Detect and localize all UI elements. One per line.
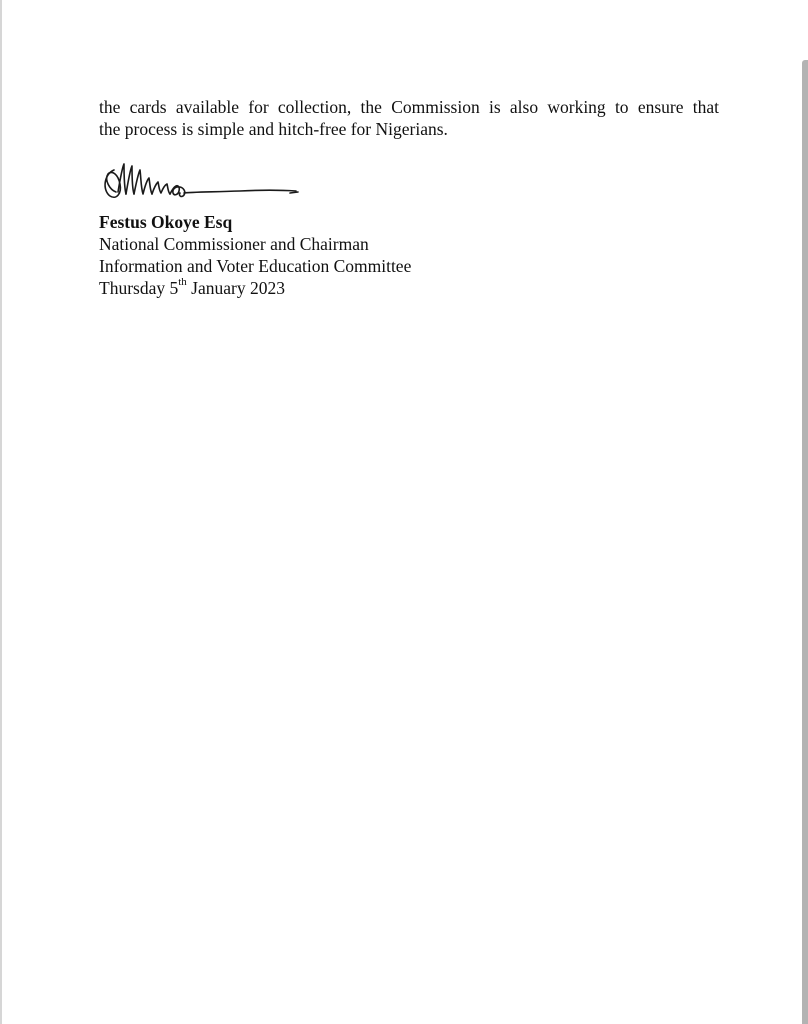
signature-block [99, 211, 411, 299]
paragraph-line-2: the process is simple and hitch-free for Nigerians. [99, 119, 448, 139]
signatory-name: Festus Okoye Esq [99, 212, 233, 232]
paragraph-line-1: the cards available for collection, the Commission is also working to ensure that [99, 97, 719, 117]
handwritten-signature [100, 160, 300, 208]
date-ordinal: th [178, 276, 187, 289]
signatory-title: National Commissioner and Chairman [99, 234, 369, 254]
document-date [99, 277, 411, 299]
date-suffix: January 2023 [186, 278, 285, 298]
closing-paragraph [99, 96, 719, 140]
signatory-committee: Information and Voter Education Committee [99, 256, 412, 276]
vertical-scrollbar[interactable] [802, 60, 808, 1024]
date-prefix: Thursday 5 [99, 278, 179, 298]
